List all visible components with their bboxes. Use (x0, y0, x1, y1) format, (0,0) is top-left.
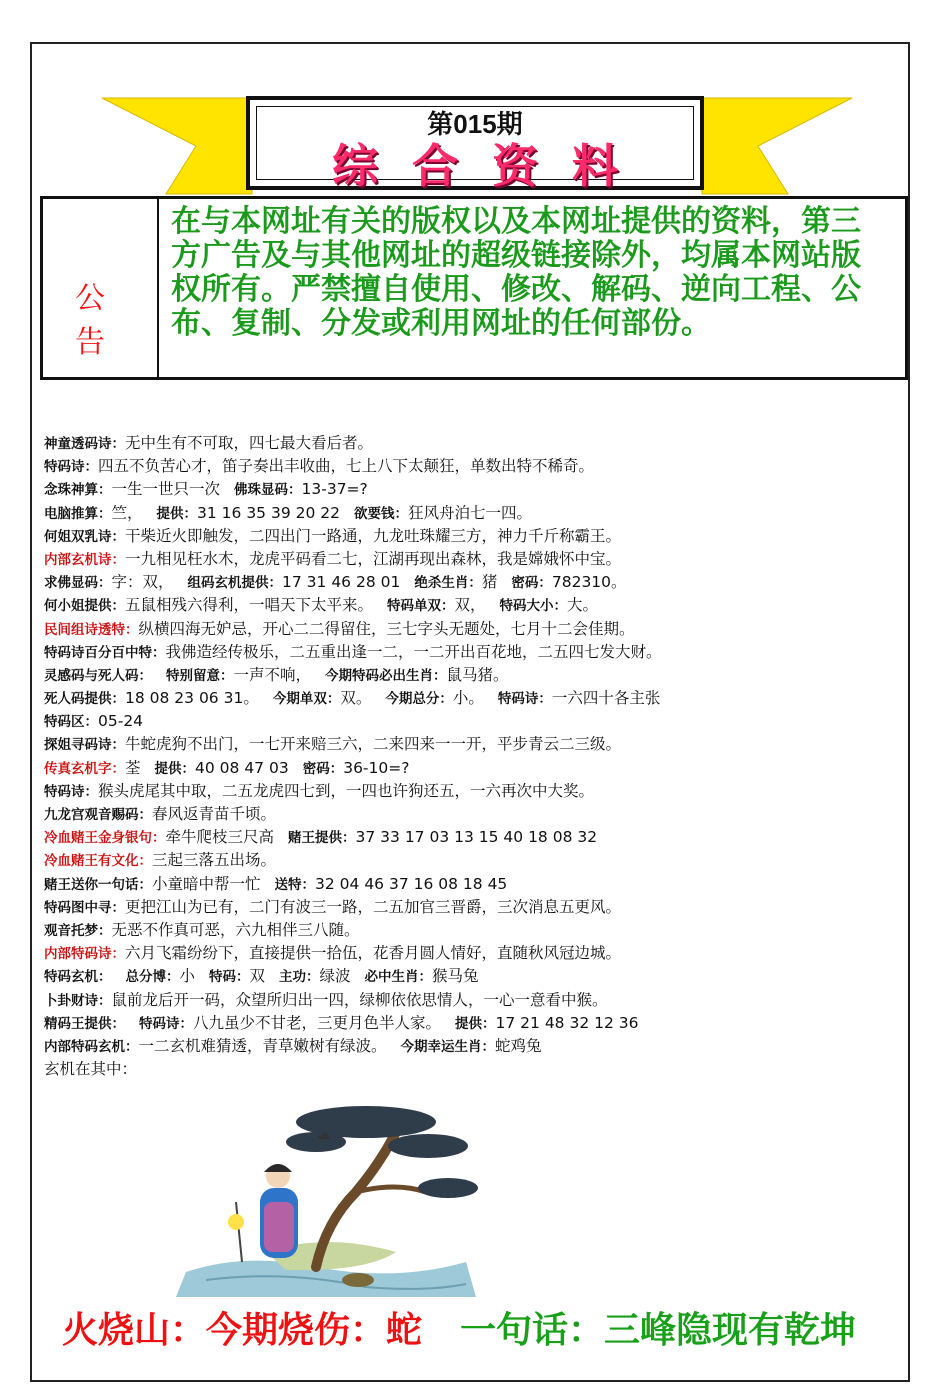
content-line (44, 989, 904, 1012)
content-line (44, 618, 904, 641)
content-line (44, 803, 904, 826)
line-key: 特别留意： (166, 667, 234, 684)
notice-box (40, 196, 908, 380)
content-line (44, 1058, 904, 1081)
content-line (44, 710, 904, 733)
line-value: 玄机在其中： (44, 1060, 138, 1079)
issue-number: 第015期 (427, 109, 523, 139)
notice-text: 在与本网址有关的版权以及本网址提供的资料，第三方广告及与其他网址的超级链接除外，均属本网站版权所有。严禁擅自使用、修改、解码、逆向工程、公布、复制、分发或利用网址的任何部份。 (171, 204, 861, 341)
sage-under-tree-illustration (166, 1102, 486, 1302)
line-value: 一九相见枉水木，龙虎平码看二七，江湖再现出森林，我是嫦娥怀中宝。 (125, 549, 622, 568)
line-key: 特码区： (44, 714, 98, 731)
line-key: 特码单双： (387, 598, 455, 615)
line-value: 一生一世只一次 (111, 480, 221, 499)
line-key: 今期总分： (385, 691, 453, 708)
line-key: 特码诗： (44, 459, 98, 476)
line-key: 密码： (302, 760, 344, 777)
line-key: 赌王送你一句话： (44, 876, 152, 893)
content-line (44, 664, 904, 687)
line-key: 内部特码玄机： (44, 1038, 139, 1055)
line-value: 荃 (125, 758, 141, 777)
line-value: 四五不负苦心才，笛子奏出丰收曲，七上八下太颠狂，单数出特不稀奇。 (98, 457, 595, 476)
line-key: 灵感码与死人码： (44, 667, 152, 684)
line-key: 内部特码诗： (44, 946, 125, 963)
line-key: 探姐寻码诗： (44, 737, 125, 754)
line-value: 双 (249, 967, 266, 986)
line-key: 特码图中寻： (44, 899, 125, 916)
line-key: 必中生肖： (364, 969, 433, 986)
line-value: 13-37=? (301, 480, 368, 499)
burn-mountain-text: 火烧山：今期烧伤：蛇 (62, 1310, 423, 1351)
line-key: 特码： (209, 969, 250, 986)
line-value: 小童暗中帮一忙 (152, 874, 261, 893)
line-value: 无中生有不可取，四七最大看后者。 (125, 434, 374, 452)
line-value: 牛蛇虎狗不出门，一七开来赔三六，二来四来一一开，平步青云二三级。 (125, 735, 622, 754)
title-box (246, 96, 704, 193)
content-line (44, 849, 904, 872)
line-key: 特码大小： (499, 598, 568, 615)
line-key: 绝杀生肖： (414, 575, 482, 592)
line-key: 观音托梦： (44, 922, 112, 939)
content-lines (44, 432, 904, 1081)
content-line (44, 780, 904, 803)
line-key: 民间组诗透特： (44, 621, 139, 638)
content-line (44, 896, 904, 919)
content-line (44, 432, 904, 455)
line-key: 赌王提供： (288, 830, 356, 847)
content-line (44, 1012, 904, 1035)
line-key: 卜卦财诗： (44, 992, 112, 1009)
line-value: 一声不响， (233, 665, 312, 684)
line-key: 死人码提供： (44, 691, 125, 708)
line-value: 绿波 (319, 967, 351, 986)
line-key: 特码诗： (44, 783, 98, 800)
line-key: 特码玄机： (44, 969, 112, 986)
line-value: 猴头虎尾其中取，二五龙虎四七到，一四也许狗还五，一六再次中大奖。 (98, 781, 595, 800)
line-key: 求佛显码： (44, 575, 112, 592)
content-line (44, 757, 904, 780)
line-key: 提供： (156, 505, 198, 522)
line-key: 提供： (455, 1015, 496, 1032)
content-line (44, 919, 904, 942)
content-line (44, 733, 904, 756)
line-value: 蛇鸡兔 (495, 1036, 542, 1055)
line-key: 何姐双乳诗： (44, 528, 125, 545)
line-value: 干柴近火即触发，二四出门一路通，九龙吐珠耀三方，神力千斤称霸王。 (125, 526, 622, 545)
content-line (44, 687, 904, 710)
line-key: 何小姐提供： (44, 598, 125, 615)
content-line (44, 571, 904, 594)
notice-label-cell (43, 199, 159, 377)
line-key: 总分博： (125, 969, 180, 986)
line-value: 37 33 17 03 13 15 40 18 08 32 (355, 828, 598, 847)
content-line (44, 965, 904, 988)
line-value: 32 04 46 37 16 08 18 45 (315, 874, 508, 893)
content-line (44, 873, 904, 896)
content-line (44, 455, 904, 478)
line-value: 字：双， (111, 573, 174, 592)
content-line (44, 826, 904, 849)
line-key: 提供： (154, 760, 196, 777)
right-ribbon (698, 96, 858, 196)
line-value: 牵牛爬枝三尺高 (165, 828, 275, 847)
line-value: 春风返青苗千顷。 (152, 805, 277, 823)
line-key: 佛珠显码： (234, 482, 302, 499)
line-value: 狂风舟泊七一四。 (408, 503, 533, 522)
line-key: 密码： (511, 575, 552, 592)
content-line (44, 641, 904, 664)
line-value: 31 16 35 39 20 22 (197, 503, 340, 522)
line-value: 05-24 (98, 712, 144, 731)
line-key: 送特： (274, 876, 316, 893)
content-line (44, 478, 904, 501)
one-sentence-text: 一句话：三峰隐现有乾坤 (460, 1310, 857, 1351)
line-value: 17 31 46 28 01 (282, 573, 401, 592)
line-value: 双， (454, 596, 486, 615)
line-value: 我佛造经传极乐，二五重出逢一二，一二开出百花地，二五四七发大财。 (165, 642, 662, 661)
line-value: 五鼠相残六得利，一唱天下太平来。 (125, 596, 374, 615)
line-key: 特码诗： (139, 1015, 193, 1032)
content-line (44, 525, 904, 548)
line-key: 传真玄机字： (44, 760, 125, 777)
line-value: 竺， (111, 503, 143, 522)
line-key: 内部玄机诗： (44, 551, 125, 568)
line-key: 念珠神算： (44, 482, 112, 499)
line-value: 双。 (340, 689, 372, 708)
content-line (44, 502, 904, 525)
line-key: 冷血赌王金身银句： (44, 830, 166, 847)
line-value: 鼠前龙后开一码，众望所归出一四，绿柳依依思情人，一心一意看中猴。 (111, 990, 608, 1009)
line-key: 特码诗百分百中特： (44, 644, 166, 661)
line-key: 组码玄机提供： (187, 575, 283, 592)
line-key: 九龙宫观音赐码： (44, 807, 152, 823)
line-key: 主功： (279, 969, 320, 986)
line-key: 神童透码诗： (44, 436, 125, 452)
line-value: 17 21 48 32 12 36 (495, 1013, 639, 1032)
content-line (44, 594, 904, 617)
line-key: 欲要钱： (354, 505, 408, 522)
left-ribbon (96, 96, 256, 196)
line-value: 纵横四海无妒忌，开心二二得留住，三七字头无题处，七月十二会佳期。 (138, 619, 635, 638)
line-value: 18 08 23 06 31。 (125, 689, 259, 708)
line-value: 大。 (567, 596, 599, 615)
content-line (44, 548, 904, 571)
line-key: 今期特码必出生肖： (325, 667, 447, 684)
line-key: 今期单双： (272, 691, 341, 708)
page-title: 综合资料 (332, 139, 652, 193)
line-value: 八九虽少不甘老，三更月色半人家。 (193, 1013, 442, 1032)
line-value: 小 (179, 967, 196, 986)
line-value: 六月飞霜纷纷下，直接提供一拾伍，花香月圆人情好，直随秋风冠边城。 (125, 944, 622, 963)
line-value: 782310。 (551, 573, 627, 592)
line-value: 一二玄机难猜透，青草嫩树有绿波。 (138, 1036, 387, 1055)
line-value: 鼠马猪。 (446, 665, 509, 684)
line-value: 猪 (481, 573, 498, 592)
bottom-banner (62, 1302, 902, 1362)
line-value: 小。 (452, 689, 484, 708)
line-key: 今期幸运生肖： (400, 1038, 496, 1055)
line-value: 无恶不作真可恶，六九相伴三八随。 (111, 920, 360, 939)
line-value: 猴马兔 (432, 967, 479, 986)
line-key: 特码诗： (497, 691, 552, 708)
content-line (44, 942, 904, 965)
line-value: 更把江山为已有，二门有波三一路，二五加官三晋爵，三次消息五更风。 (125, 897, 622, 916)
line-key: 精码王提供： (44, 1015, 125, 1032)
notice-label: 公告 (75, 281, 131, 360)
line-key: 电脑推算： (44, 505, 112, 522)
line-value: 36-10=? (343, 758, 410, 777)
line-value: 40 08 47 03 (195, 758, 289, 777)
line-key: 冷血赌王有文化： (44, 853, 152, 870)
content-line (44, 1035, 904, 1058)
line-value: 三起三落五出场。 (152, 851, 277, 870)
line-value: 一六四十各主张 (551, 689, 661, 708)
